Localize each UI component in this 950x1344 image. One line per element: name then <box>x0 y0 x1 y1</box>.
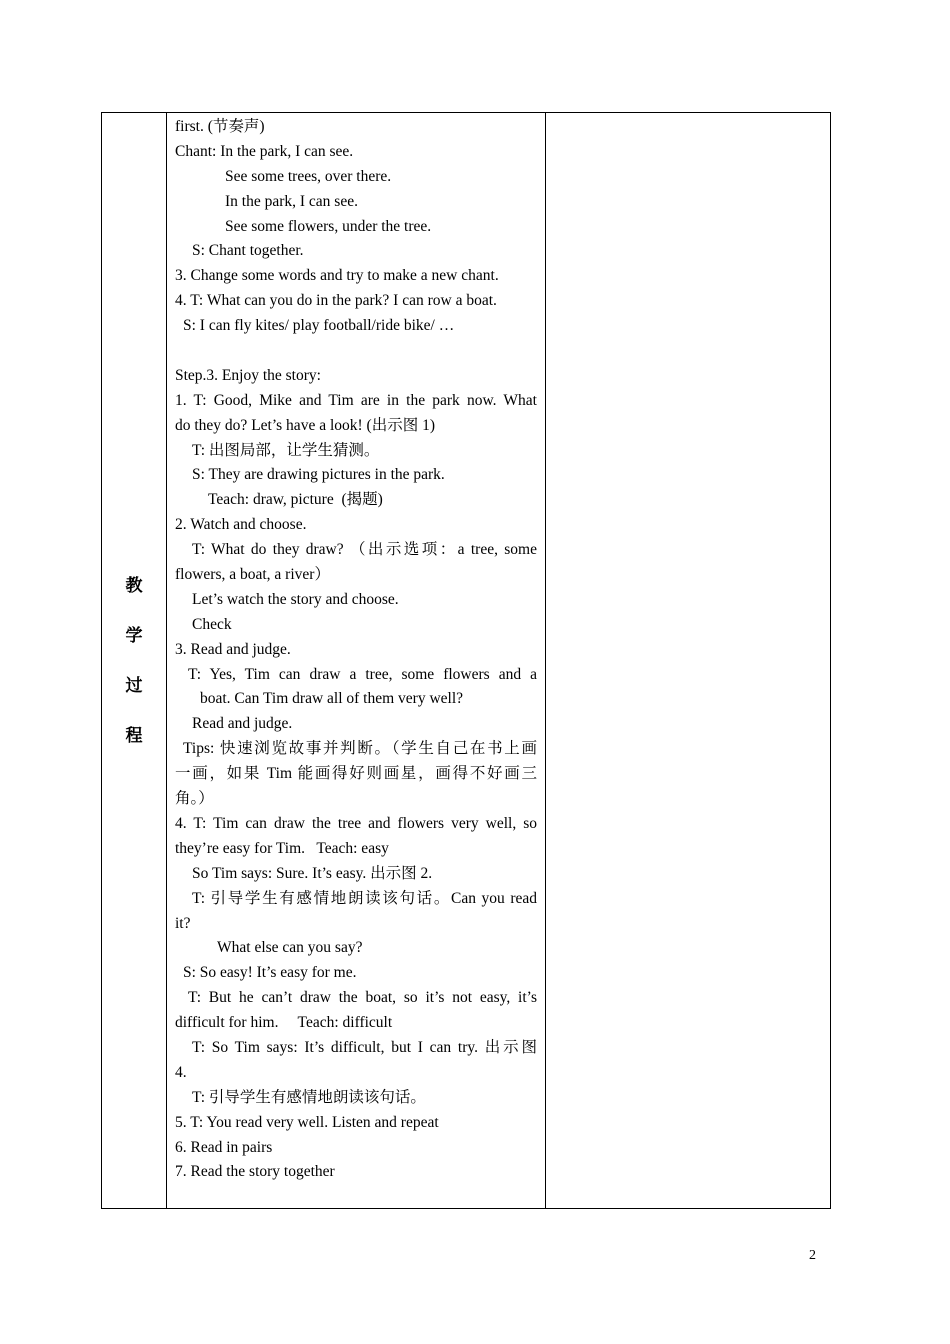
lesson-plan-table <box>101 112 831 1209</box>
text-line: In the park, I can see. <box>225 192 358 210</box>
text-line: first. (节奏声) <box>175 118 265 135</box>
text-line: S: Chant together. <box>192 242 304 260</box>
text-line: What else can you say? <box>217 939 363 957</box>
text-line: 3. Read and judge. <box>175 640 291 658</box>
text-line: Chant: In the park, I can see. <box>175 142 354 160</box>
section-label-cell <box>102 113 167 1209</box>
text-line: T: What do they draw? （出示选项：a tree, some <box>192 541 537 559</box>
table-row <box>102 113 831 1209</box>
text-line: See some flowers, under the tree. <box>225 217 432 235</box>
section-label <box>124 561 144 761</box>
text-line: boat. Can Tim draw all of them very well? <box>200 690 464 708</box>
procedure-text <box>167 113 545 1185</box>
text-line: Let’s watch the story and choose. <box>192 590 399 608</box>
text-line: See some trees, over there. <box>225 167 392 185</box>
text-line: 一画，如果 Tim 能画得好则画星，画得不好画三 <box>175 765 537 783</box>
text-line: 4. T: What can you do in the park? I can row a boat. <box>175 292 497 310</box>
text-line: S: I can fly kites/ play football/ride bike/ … <box>183 317 455 335</box>
text-line: difficult for him. Teach: difficult <box>175 1014 393 1032</box>
text-line: T: So Tim says: It’s difficult, but I can try. 出示图 <box>192 1038 537 1056</box>
text-line: 1. T: Good, Mike and Tim are in the park now. What <box>175 391 537 409</box>
text-line: 6. Read in pairs <box>175 1138 273 1156</box>
text-line: Teach: draw, picture (揭题) <box>208 491 383 509</box>
text-line: it? <box>175 914 191 932</box>
text-line: 2. Watch and choose. <box>175 516 307 534</box>
text-line: 4. <box>175 1063 187 1081</box>
text-line: T: Yes, Tim can draw a tree, some flowers and a <box>188 665 537 683</box>
text-line: So Tim says: Sure. It’s easy. 出示图 2. <box>192 864 433 882</box>
text-line: 3. Change some words and try to make a new chant. <box>175 267 499 285</box>
procedure-content-cell <box>167 113 546 1209</box>
text-line: 5. T: You read very well. Listen and repeat <box>175 1113 439 1131</box>
text-line: they’re easy for Tim. Teach: easy <box>175 839 389 857</box>
section-label-char: 教 <box>125 575 143 596</box>
text-line: Read and judge. <box>192 715 293 733</box>
section-label-char: 学 <box>125 625 143 646</box>
text-line: T: 出图局部，让学生猜测。 <box>192 441 380 459</box>
text-line: Check <box>192 615 232 633</box>
text-line: 4. T: Tim can draw the tree and flowers very well, so <box>175 814 537 832</box>
text-line: Tips: 快速浏览故事并判断。（学生自己在书上画 <box>183 740 537 758</box>
notes-cell <box>546 113 831 1209</box>
text-line: 角。） <box>175 790 214 808</box>
text-line: T: 引导学生有感情地朗读该句话。Can you read <box>192 889 537 907</box>
text-line: T: 引导学生有感情地朗读该句话。 <box>192 1088 426 1106</box>
section-label-char: 过 <box>125 675 143 696</box>
section-label-char: 程 <box>125 725 143 746</box>
text-line: do they do? Let’s have a look! (出示图 1) <box>175 416 435 434</box>
text-line: 7. Read the story together <box>175 1163 335 1181</box>
page-number: 2 <box>809 1248 816 1263</box>
text-line: S: So easy! It’s easy for me. <box>183 964 357 982</box>
text-line: T: But he can’t draw the boat, so it’s not easy, it’s <box>188 989 537 1007</box>
text-line <box>175 339 537 364</box>
text-line: flowers, a boat, a river） <box>175 566 330 584</box>
text-line: S: They are drawing pictures in the park. <box>192 466 445 484</box>
text-line: Step.3. Enjoy the story: <box>175 366 321 384</box>
